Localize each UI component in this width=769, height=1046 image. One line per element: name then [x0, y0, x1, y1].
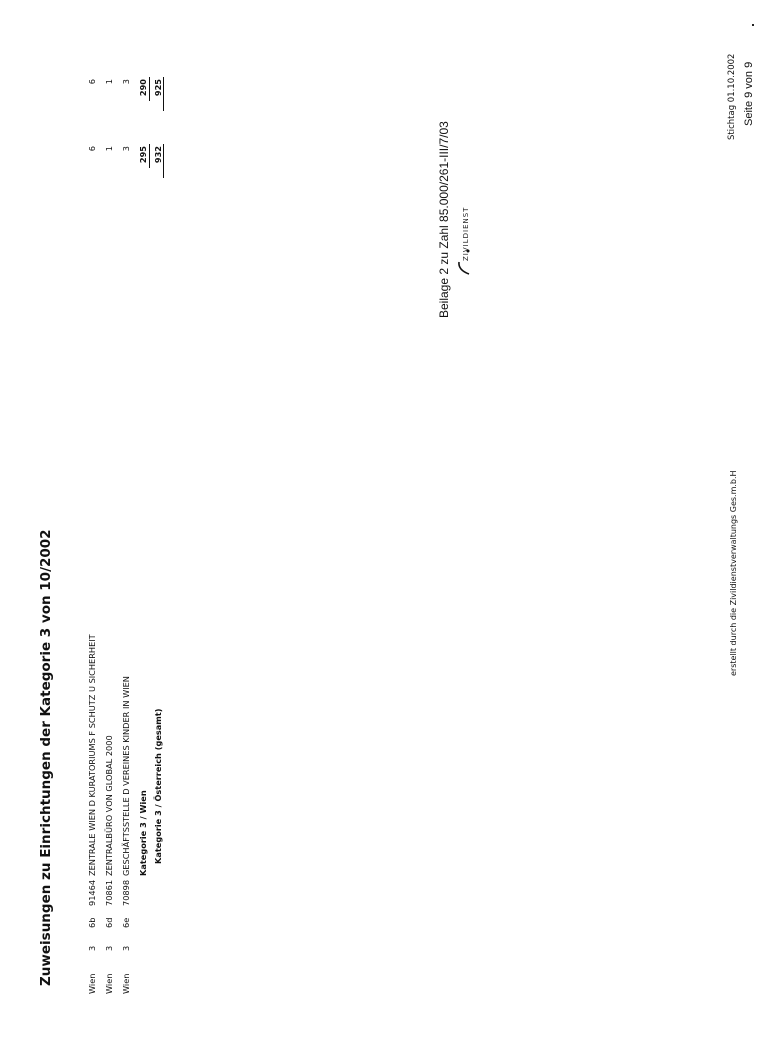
- cell-v2: 6: [87, 79, 97, 85]
- cell-sub: 6d: [104, 917, 114, 928]
- total-v1: 295: [138, 146, 148, 164]
- logo-text: ZIVILDIENST: [462, 206, 470, 261]
- cell-name: GESCHÄFTSSTELLE D VEREINES KINDER IN WIEN: [121, 676, 131, 876]
- page-number: Seite 9 von 9: [743, 61, 755, 126]
- total-rule: [149, 77, 150, 101]
- cell-code: 70898: [121, 879, 131, 906]
- cell-kat: 3: [121, 945, 131, 951]
- cell-code: 70861: [104, 879, 114, 906]
- total-label: Kategorie 3 / Österreich (gesamt): [153, 708, 163, 864]
- cell-region: Wien: [121, 973, 131, 994]
- footer-credit: erstellt durch die Zivildienstverwaltungs Ges.m.b.H: [729, 470, 738, 676]
- total-rule: [163, 144, 164, 178]
- cell-region: Wien: [87, 973, 97, 994]
- cell-v1: 6: [87, 146, 97, 152]
- total-v2: 925: [153, 79, 163, 97]
- cell-v2: 1: [104, 79, 114, 85]
- cell-sub: 6b: [87, 917, 97, 928]
- cell-kat: 3: [87, 945, 97, 951]
- stichtag: Stichtag 01.10.2002: [727, 53, 737, 140]
- cell-name: ZENTRALE WIEN D KURATORIUMS F SCHUTZ U SICHERHEIT: [87, 634, 97, 876]
- scan-speck: [752, 24, 754, 26]
- cell-v1: 1: [104, 146, 114, 152]
- total-v2: 290: [138, 79, 148, 97]
- total-v1: 932: [153, 146, 163, 164]
- cell-region: Wien: [104, 973, 114, 994]
- total-rule: [149, 144, 150, 168]
- cell-sub: 6e: [121, 917, 131, 928]
- page-title: Zuweisungen zu Einrichtungen der Kategorie 3 von 10/2002: [38, 529, 54, 986]
- cell-code: 91464: [87, 879, 97, 906]
- cell-v1: 3: [121, 146, 131, 152]
- cell-kat: 3: [104, 945, 114, 951]
- cell-v2: 3: [121, 79, 131, 85]
- header-reference: Beilage 2 zu Zahl 85.000/261-III/7/03: [437, 121, 451, 318]
- total-rule: [163, 77, 164, 111]
- cell-name: ZENTRALBÜRO VON GLOBAL 2000: [104, 735, 114, 876]
- total-label: Kategorie 3 / Wien: [138, 790, 148, 876]
